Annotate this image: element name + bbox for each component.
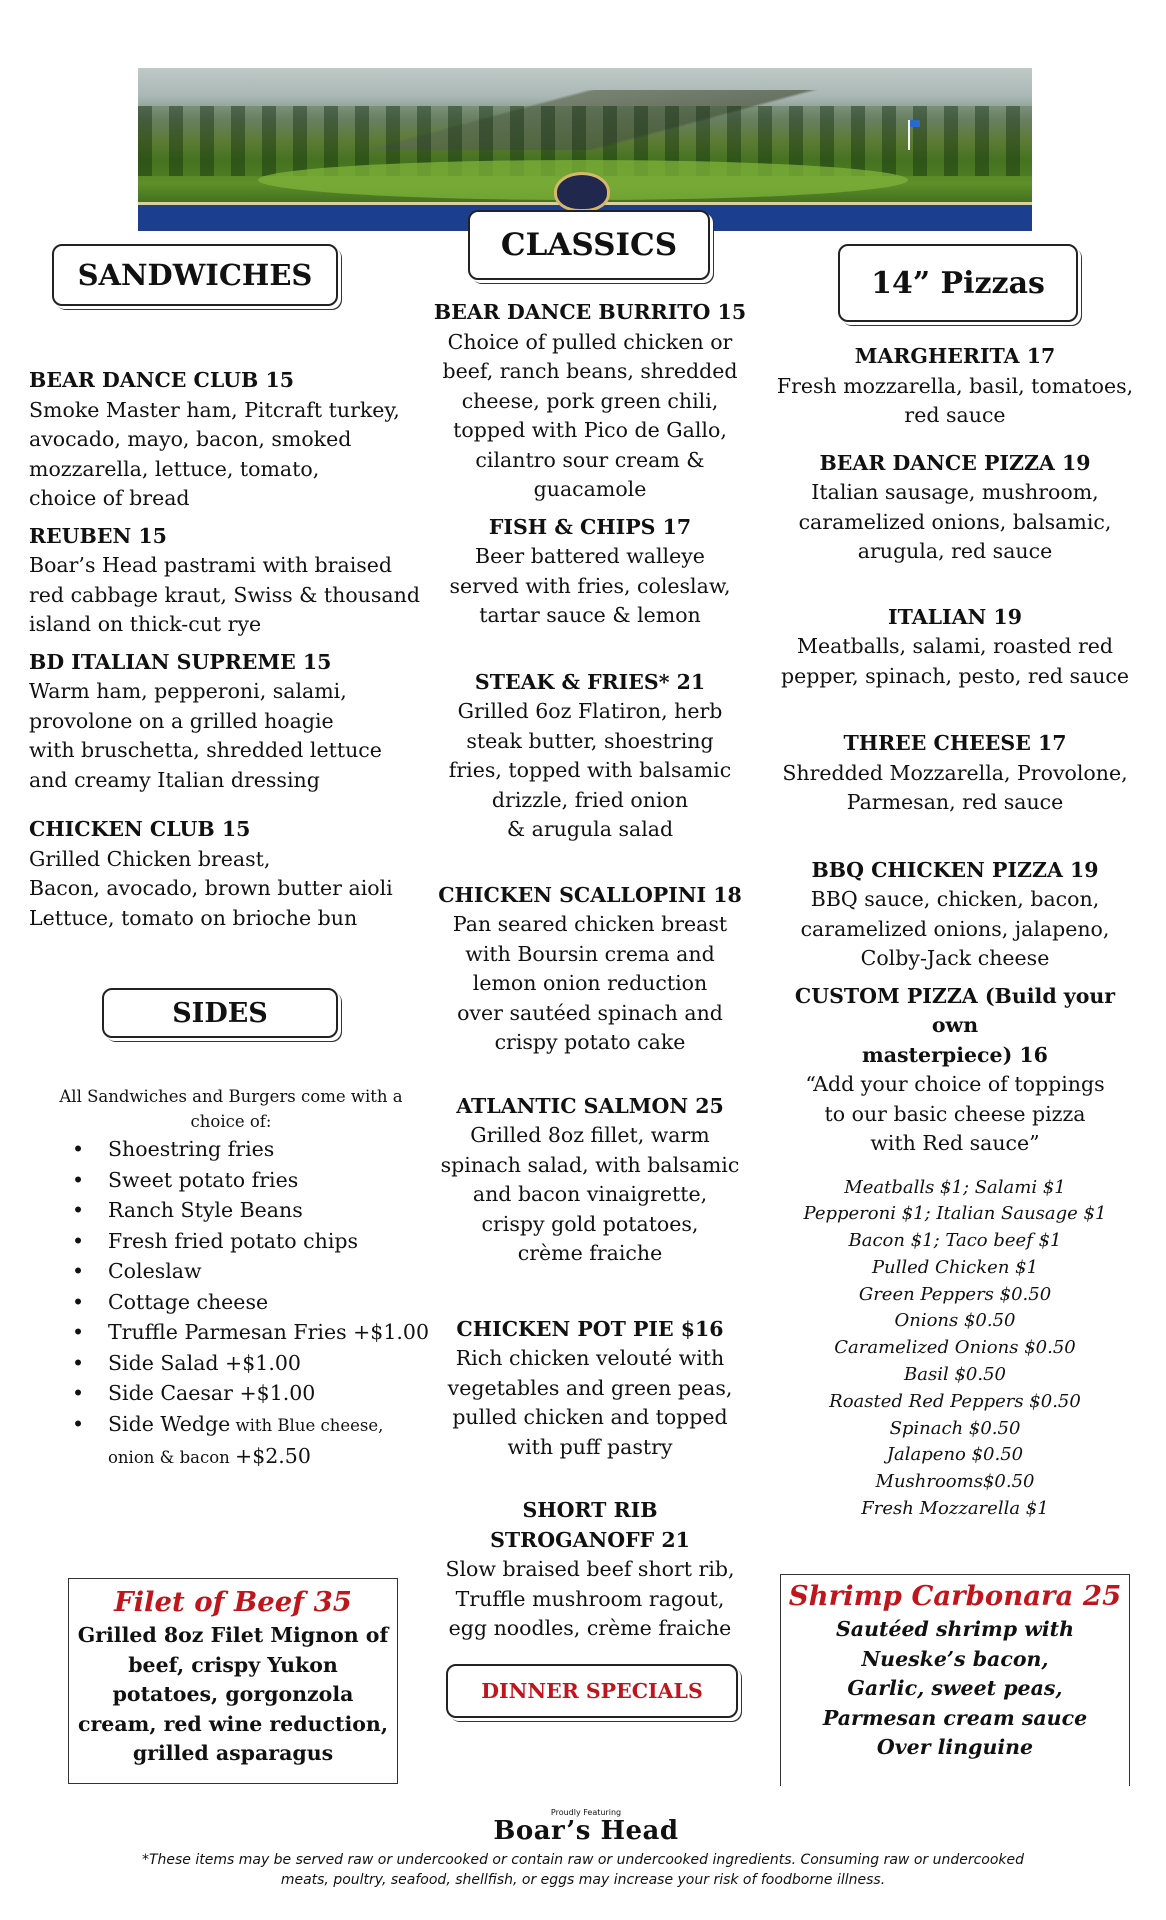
- food-safety-disclaimer: *These items may be served raw or undercooked or contain raw or undercooked ingredients. Consuming raw or undercooked meats, poultry, seafood, shellfish, or eggs may increase your risk of foodborne illness.: [141, 1852, 1025, 1888]
- topping-line: Caramelized Onions $0.50: [834, 1337, 1076, 1359]
- item-description: “Add your choice of toppings to our basic cheese pizza with Red sauce”: [805, 1072, 1105, 1155]
- boars-head-logo: [466, 1808, 706, 1846]
- item-title: BEAR DANCE PIZZA 19: [819, 450, 1091, 475]
- item-description: Pan seared chicken breast with Boursin crema and lemon onion reduction over sautéed spinach and crispy potato cake: [452, 912, 728, 1054]
- menu-item: [430, 298, 750, 505]
- item-title: BBQ CHICKEN PIZZA 19: [811, 857, 1099, 882]
- menu-item: [29, 522, 439, 640]
- item-description: Beer battered walleye served with fries, coleslaw, tartar sauce & lemon: [449, 544, 731, 627]
- special-title: Filet of Beef 35: [114, 1586, 352, 1618]
- item-title: MARGHERITA 17: [854, 344, 1056, 368]
- menu-item: [770, 603, 1140, 692]
- list-item: • Truffle Parmesan Fries +$1.00: [36, 1317, 446, 1348]
- topping-line: Meatballs $1; Salami $1: [844, 1176, 1066, 1198]
- sides-note: All Sandwiches and Burgers come with a choice of:: [59, 1087, 403, 1131]
- list-item: • Fresh fried potato chips: [36, 1226, 446, 1257]
- item-description: Grilled 8oz fillet, warm spinach salad, with balsamic and bacon vinaigrette, crispy gold potatoes, crème fraiche: [440, 1123, 740, 1265]
- item-description: Grilled Chicken breast, Bacon, avocado, brown butter aioli Lettuce, tomato on brioche bun: [29, 846, 393, 930]
- item-description: Grilled 6oz Flatiron, herb steak butter, shoestring fries, topped with balsamic drizzle, fried onion & arugula salad: [448, 699, 732, 841]
- topping-line: Basil $0.50: [904, 1364, 1006, 1386]
- bear-dance-logo: [554, 172, 610, 212]
- menu-item: [29, 366, 439, 514]
- item-description: Shredded Mozzarella, Provolone, Parmesan, red sauce: [782, 760, 1128, 814]
- dinner-specials-label: DINNER SPECIALS: [446, 1664, 738, 1718]
- item-title: BD ITALIAN SUPREME 15: [29, 649, 332, 674]
- side-wedge-label: Side Wedge: [108, 1411, 231, 1436]
- boars-head-brand: Boar’s Head: [493, 1816, 679, 1846]
- item-title: BEAR DANCE BURRITO 15: [433, 300, 747, 324]
- item-title: CHICKEN POT PIE $16: [456, 1316, 724, 1341]
- menu-item: [430, 1092, 750, 1269]
- menu-item: [430, 1315, 750, 1463]
- heading-pizzas: 14” Pizzas: [838, 244, 1078, 322]
- sides-list: [36, 1134, 446, 1474]
- special-title: Shrimp Carbonara 25: [788, 1580, 1122, 1612]
- topping-line: Jalapeno $0.50: [886, 1444, 1024, 1466]
- item-title: CHICKEN CLUB 15: [29, 817, 251, 841]
- item-description: Fresh mozzarella, basil, tomatoes, red sauce: [776, 373, 1134, 427]
- list-item-side-wedge: [36, 1409, 446, 1474]
- item-description: Smoke Master ham, Pitcraft turkey, avocado, mayo, bacon, smoked mozzarella, lettuce, tomato, choice of bread: [29, 397, 400, 510]
- heading-sides: SIDES: [102, 988, 338, 1038]
- item-title: SHORT RIB STROGANOFF 21: [490, 1498, 690, 1552]
- list-item: • Shoestring fries: [36, 1134, 446, 1165]
- topping-line: Pulled Chicken $1: [871, 1256, 1039, 1278]
- special-filet-of-beef: [68, 1578, 398, 1784]
- item-description: Italian sausage, mushroom, caramelized onions, balsamic, arugula, red sauce: [798, 480, 1112, 563]
- menu-item: [29, 648, 439, 796]
- item-title: CUSTOM PIZZA (Build your own masterpiece) 16: [794, 983, 1116, 1067]
- item-description: Meatballs, salami, roasted red pepper, spinach, pesto, red sauce: [780, 634, 1130, 688]
- menu-item-custom-pizza: [770, 982, 1140, 1159]
- topping-line: Pepperoni $1; Italian Sausage $1: [803, 1203, 1107, 1225]
- item-title: ITALIAN 19: [888, 604, 1022, 629]
- item-title: CHICKEN SCALLOPINI 18: [438, 882, 742, 907]
- topping-line: Roasted Red Peppers $0.50: [829, 1390, 1081, 1412]
- topping-line: Fresh Mozzarella $1: [861, 1498, 1049, 1520]
- topping-line: Spinach $0.50: [889, 1417, 1021, 1439]
- heading-classics: CLASSICS: [468, 210, 710, 280]
- menu-item: [430, 668, 750, 845]
- menu-item: [770, 449, 1140, 567]
- list-item: • Side Salad +$1.00: [36, 1348, 446, 1379]
- item-title: BEAR DANCE CLUB 15: [29, 368, 295, 392]
- list-item: • Side Caesar +$1.00: [36, 1378, 446, 1409]
- side-wedge-detail-2: onion & bacon: [108, 1448, 236, 1467]
- item-description: Warm ham, pepperoni, salami, provolone on a grilled hoagie with bruschetta, shredded lettuce and creamy Italian dressing: [29, 679, 382, 792]
- topping-line: Bacon $1; Taco beef $1: [848, 1230, 1062, 1252]
- topping-line: Onions $0.50: [894, 1310, 1016, 1332]
- item-title: THREE CHEESE 17: [843, 731, 1067, 755]
- item-title: ATLANTIC SALMON 25: [456, 1093, 724, 1118]
- side-wedge-price: +$2.50: [235, 1444, 311, 1468]
- item-title: STEAK & FRIES* 21: [474, 669, 706, 694]
- item-title: FISH & CHIPS 17: [488, 514, 692, 539]
- sandwiches-list: [29, 366, 439, 933]
- menu-item: [430, 513, 750, 631]
- item-description: Boar’s Head pastrami with braised red cabbage kraut, Swiss & thousand island on thick-cut rye: [29, 553, 420, 636]
- proudly-featuring-text: Proudly Featuring: [550, 1808, 622, 1817]
- list-item: • Ranch Style Beans: [36, 1195, 446, 1226]
- special-description: Grilled 8oz Filet Mignon of beef, crispy Yukon potatoes, gorgonzola cream, red wine reduction, grilled asparagus: [77, 1623, 389, 1765]
- topping-line: Green Peppers $0.50: [858, 1283, 1052, 1305]
- item-title: REUBEN 15: [29, 523, 167, 548]
- menu-item: [29, 815, 439, 933]
- item-description: BBQ sauce, chicken, bacon, caramelized onions, jalapeno, Colby-Jack cheese: [800, 887, 1110, 970]
- menu-item: [770, 729, 1140, 818]
- list-item: • Coleslaw: [36, 1256, 446, 1287]
- toppings-list: [770, 1175, 1140, 1523]
- menu-item: [770, 342, 1140, 431]
- heading-sandwiches: SANDWICHES: [52, 244, 338, 306]
- special-shrimp-carbonara: [780, 1574, 1130, 1786]
- golf-flag-icon: [908, 120, 910, 150]
- classics-list: [430, 298, 750, 1644]
- list-item: • Sweet potato fries: [36, 1165, 446, 1196]
- list-item: • Cottage cheese: [36, 1287, 446, 1318]
- menu-item: [770, 856, 1140, 974]
- topping-line: Mushrooms$0.50: [875, 1471, 1035, 1493]
- item-description: Choice of pulled chicken or beef, ranch beans, shredded cheese, pork green chili, topped with Pico de Gallo, cilantro sour cream & guacamole: [442, 329, 738, 501]
- item-description: Rich chicken velouté with vegetables and green peas, pulled chicken and topped with puff pastry: [447, 1346, 733, 1459]
- item-description: Slow braised beef short rib, Truffle mushroom ragout, egg noodles, crème fraiche: [445, 1557, 735, 1640]
- menu-item: [430, 881, 750, 1058]
- menu-item: [430, 1496, 750, 1644]
- side-wedge-detail: with Blue cheese,: [230, 1415, 384, 1435]
- special-description: Sautéed shrimp with Nueske’s bacon, Garlic, sweet peas, Parmesan cream sauce Over linguine: [822, 1617, 1088, 1759]
- pizzas-list: [770, 342, 1140, 1523]
